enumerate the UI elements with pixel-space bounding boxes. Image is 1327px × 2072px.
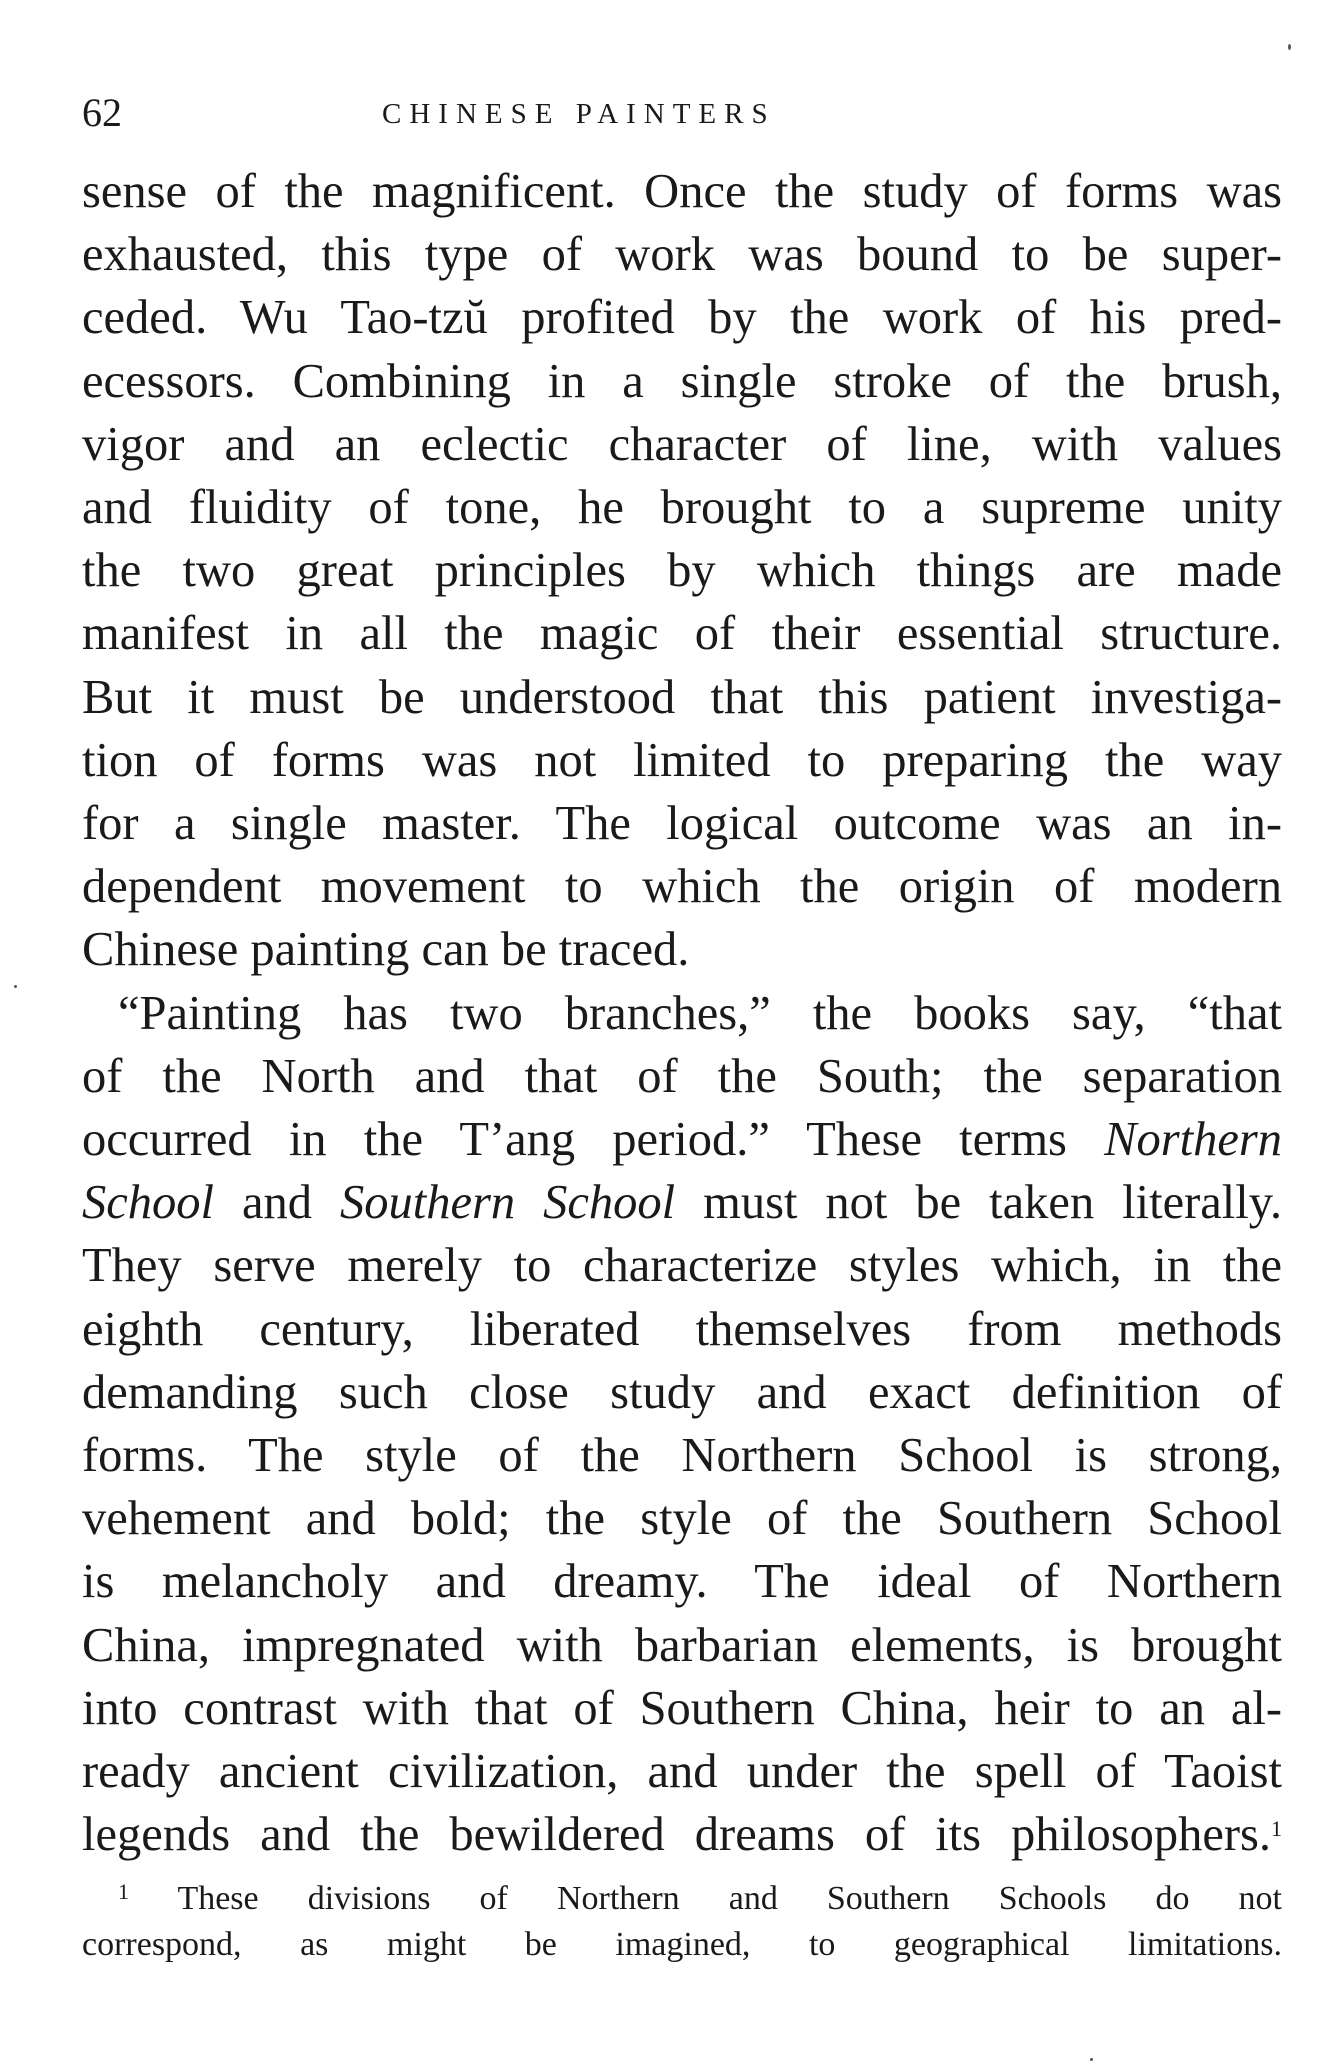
text-run: occurred in the T’ang period.” These terms (82, 1113, 1105, 1167)
footnote-reference: 1 (1271, 1816, 1282, 1842)
footnote-line: correspond, as might be imagined, to geographical limitations. (82, 1926, 1282, 1964)
text-line: eighth century, liberated themselves from methods (82, 1302, 1282, 1356)
text-line: dependent movement to which the origin of modern (82, 860, 1282, 914)
footnote-marker: 1 (118, 1879, 129, 1905)
text-line: China, impregnated with barbarian elements, is brought (82, 1618, 1282, 1672)
text-line: manifest in all the magic of their essential structure. (82, 607, 1282, 661)
footnote (82, 1876, 1282, 1968)
body-text (82, 160, 1282, 1866)
text-line: of the North and that of the South; the separation (82, 1049, 1282, 1103)
text-line: is melancholy and dreamy. The ideal of Northern (82, 1555, 1282, 1609)
text-line: They serve merely to characterize styles which, in the (82, 1239, 1282, 1293)
running-head (82, 88, 1282, 148)
text-line: exhausted, this type of work was bound to be super- (82, 228, 1282, 282)
running-title: CHINESE PAINTERS (382, 98, 776, 130)
text-run: and (214, 1176, 341, 1230)
italic-term: Northern (1104, 1113, 1282, 1167)
text-line: into contrast with that of Southern China, heir to an al- (82, 1681, 1282, 1735)
scan-speck (1288, 44, 1291, 50)
footnote-text: These divisions of Northern and Southern Schools do not (129, 1880, 1282, 1918)
text-line: sense of the magnificent. Once the study of forms was (82, 165, 1282, 218)
text-run: must not be taken literally. (675, 1176, 1282, 1230)
footnote-line (82, 1876, 1282, 1922)
book-page (82, 88, 1282, 1968)
text-line: vigor and an eclectic character of line, with values (82, 417, 1282, 471)
scan-speck (14, 985, 17, 988)
text-line: the two great principles by which things are made (82, 544, 1282, 598)
text-line: tion of forms was not limited to preparing the way (82, 733, 1282, 787)
text-line (82, 1108, 1282, 1171)
scan-speck (1090, 2058, 1093, 2061)
text-line: But it must be understood that this patient investiga- (82, 670, 1282, 724)
text-line: for a single master. The logical outcome was an in- (82, 797, 1282, 851)
text-line: ready ancient civilization, and under the spell of Taoist (82, 1745, 1282, 1799)
text-line: demanding such close study and exact definition of (82, 1365, 1282, 1419)
text-line (82, 1171, 1282, 1234)
text-line: “Painting has two branches,” the books say, “that (118, 986, 1282, 1040)
page-number: 62 (82, 90, 122, 135)
text-line (82, 1803, 1282, 1866)
text-line: vehement and bold; the style of the Southern School (82, 1492, 1282, 1546)
text-line: ceded. Wu Tao-tzŭ profited by the work of his pred- (82, 291, 1282, 345)
text-line: Chinese painting can be traced. (82, 923, 690, 977)
text-line: and fluidity of tone, he brought to a supreme unity (82, 481, 1282, 535)
text-line: ecessors. Combining in a single stroke of the brush, (82, 354, 1282, 408)
italic-term: Southern School (340, 1176, 676, 1230)
italic-term: School (82, 1176, 215, 1230)
text-run: legends and the bewildered dreams of its philosophers. (82, 1808, 1271, 1862)
text-line: forms. The style of the Northern School is strong, (82, 1429, 1282, 1483)
